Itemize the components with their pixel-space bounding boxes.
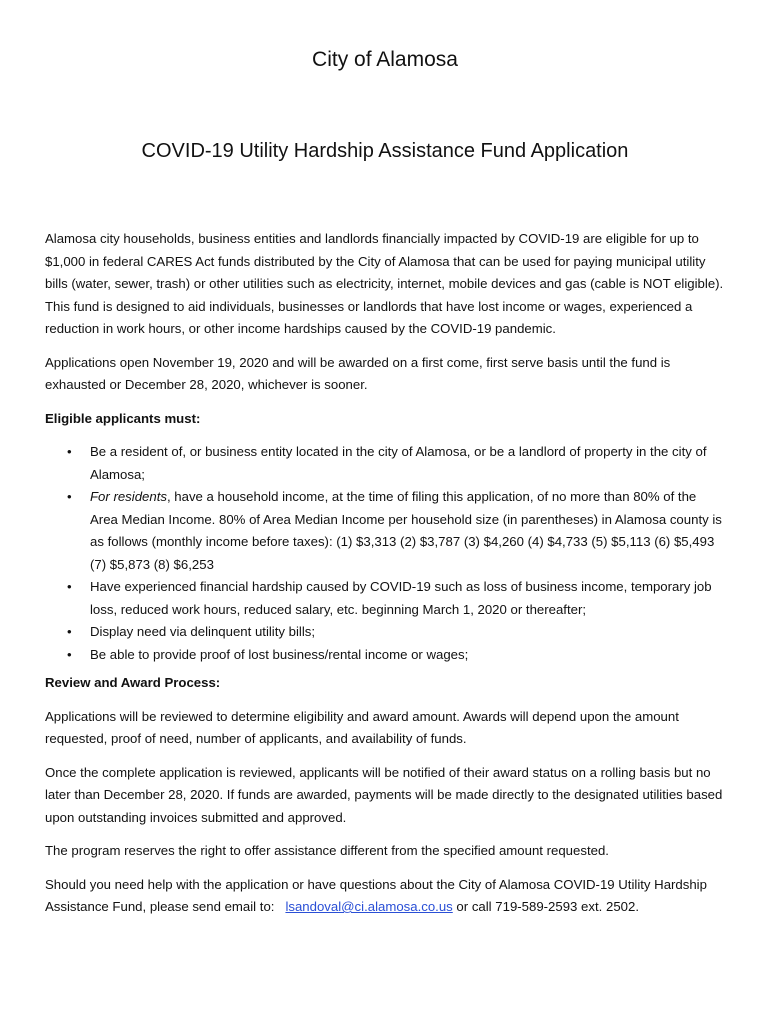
eligibility-item-need: • Display need via delinquent utility bills;	[45, 621, 727, 644]
review-heading: Review and Award Process:	[45, 675, 221, 690]
eligibility-item-hardship: • Have experienced financial hardship caused by COVID-19 such as loss of business income, temporary job loss, reduced work hours, reduced salary, etc. beginning March 1, 2020 or thereafter;	[45, 576, 727, 621]
contact-phone-text: or call 719-589-2593 ext. 2502.	[452, 899, 639, 914]
eligibility-item-income-text: , have a household income, at the time of filing this application, of no more than 80% of the Area Median Income. 80% of Area Median Income per household size (in parentheses) in Alamosa county is as follows (monthly income before taxes): (1) $3,313 (2) $3,787 (3) $4,260 (4) $4,733 (5) $5,113 (6) $5,493 (7) $5,873 (8) $6,253	[90, 489, 722, 572]
eligibility-heading: Eligible applicants must:	[45, 410, 201, 426]
eligibility-item-income-lead: For residents	[90, 489, 167, 504]
contact-paragraph	[45, 874, 727, 919]
notification-paragraph: Once the complete application is reviewed, applicants will be notified of their award status on a rolling basis but no later than December 28, 2020. If funds are awarded, payments will be made directly to the designated utilities based upon outstanding invoices submitted and approved.	[45, 764, 723, 825]
eligibility-item-proof: • Be able to provide proof of lost business/rental income or wages;	[45, 644, 727, 667]
organization-title: City of Alamosa	[312, 48, 458, 71]
contact-text: Should you need help with the application or have questions about the City of Alamosa COVID-19 Utility Hardship Assistance Fund, please send email to:	[45, 876, 710, 914]
eligibility-item-residency: • Be a resident of, or business entity located in the city of Alamosa, or be a landlord of property in the city of Alamosa;	[45, 441, 727, 486]
program-rights-paragraph: The program reserves the right to offer assistance different from the specified amount requested.	[45, 843, 609, 858]
application-title: COVID-19 Utility Hardship Assistance Fund Application	[141, 140, 629, 162]
review-paragraph: Applications will be reviewed to determine eligibility and award amount. Awards will depend upon the amount requested, proof of need, number of applicants, and availability of funds.	[45, 708, 679, 746]
eligibility-list	[45, 441, 727, 666]
eligibility-item-income	[45, 486, 727, 576]
application-dates-paragraph: Applications open November 19, 2020 and will be awarded on a first come, first serve basis until the fund is exhausted or December 28, 2020, whichever is sooner.	[45, 354, 671, 392]
document-body	[45, 228, 727, 930]
intro-paragraph: Alamosa city households, business entities and landlords financially impacted by COVID-19 are eligible for up to $1,000 in federal CARES Act funds distributed by the City of Alamosa that can be used for paying municipal utility bills (water, sewer, trash) or other utilities such as electricity, internet, mobile devices and gas (cable is NOT eligible). This fund is designed to aid individuals, businesses or landlords that have lost income or wages, experienced a reduction in work hours, or other income hardships caused by the COVID-19 pandemic.	[45, 231, 724, 336]
contact-email-link[interactable]: lsandoval@ci.alamosa.co.us	[285, 899, 453, 914]
